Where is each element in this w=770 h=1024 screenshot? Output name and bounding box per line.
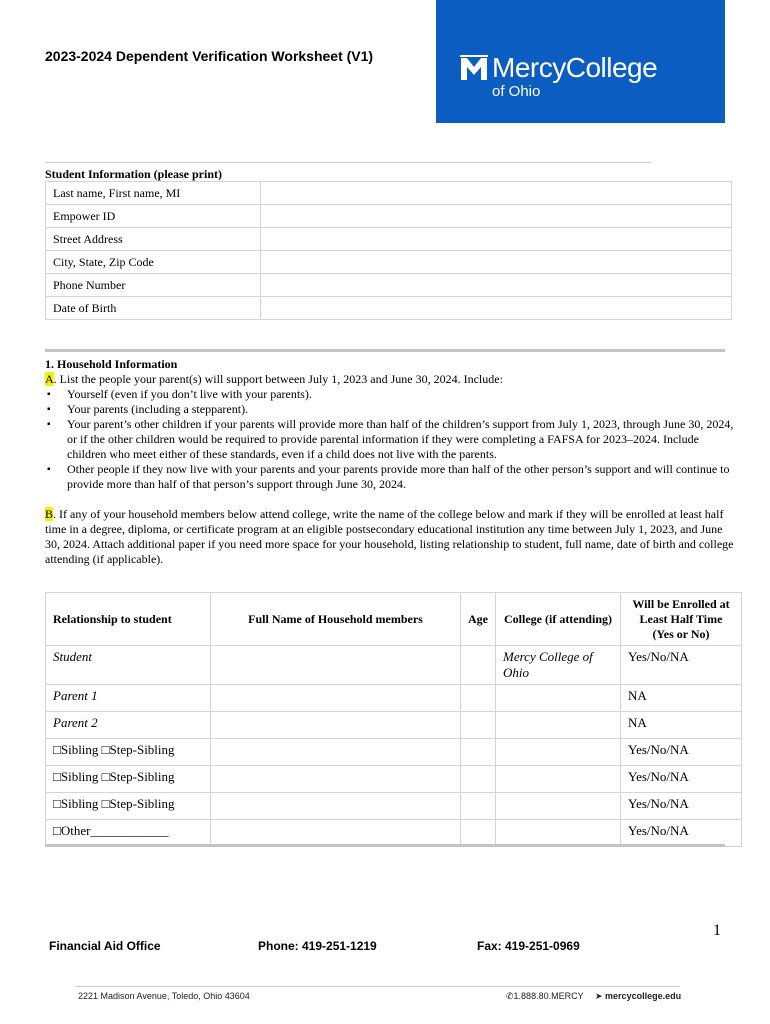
- enrolled-cell[interactable]: Yes/No/NA: [621, 739, 742, 766]
- cursor-icon: ➤: [595, 991, 606, 1001]
- city-state-zip-field[interactable]: [261, 251, 732, 274]
- include-list: [45, 387, 735, 492]
- footer-fax: Fax: 419-251-0969: [477, 939, 580, 953]
- part-a-text: . List the people your parent(s) will support between July 1, 2023 and June 30, 2024. Include:: [53, 372, 503, 386]
- enrolled-cell[interactable]: NA: [621, 685, 742, 712]
- section-divider: [45, 844, 725, 847]
- logo-m-icon: [460, 55, 488, 81]
- full-name-cell[interactable]: [211, 712, 461, 739]
- list-item: ▪ Other people if they now live with your parents and your parents provide more than half of the other person’s support and will continue to provide more than half of that person’s support through June 30, 2024.: [45, 462, 735, 492]
- table-row: [46, 251, 732, 274]
- college-cell[interactable]: [496, 766, 621, 793]
- table-row: [46, 297, 732, 320]
- college-cell[interactable]: [496, 685, 621, 712]
- part-b-marker: B: [45, 507, 54, 521]
- footer-website[interactable]: ➤ mercycollege.edu: [595, 991, 682, 1001]
- page-number: 1: [713, 922, 721, 939]
- phone-number-field[interactable]: [261, 274, 732, 297]
- document-title: 2023-2024 Dependent Verification Worksheet (V1): [45, 48, 374, 64]
- column-header: Full Name of Household members: [211, 593, 461, 646]
- table-row: [46, 274, 732, 297]
- household-heading: 1. Household Information: [45, 357, 178, 371]
- footer-office: Financial Aid Office: [49, 939, 161, 953]
- column-header: Age: [461, 593, 496, 646]
- section-divider: [45, 349, 725, 352]
- enrolled-cell[interactable]: Yes/No/NA: [621, 793, 742, 820]
- list-item: ▪ Yourself (even if you don’t live with your parents).: [45, 387, 735, 402]
- column-header: College (if attending): [496, 593, 621, 646]
- enrolled-cell[interactable]: Yes/No/NA: [621, 646, 742, 685]
- age-cell[interactable]: [461, 820, 496, 847]
- relationship-cell: Parent 2: [46, 712, 211, 739]
- part-b-paragraph: [45, 507, 735, 567]
- table-row: [46, 182, 732, 205]
- student-info-heading: Student Information (please print): [45, 167, 223, 181]
- footer-divider: [75, 986, 680, 987]
- logo-subtitle: of Ohio: [492, 83, 541, 100]
- relationship-cell[interactable]: □Sibling □Step-Sibling: [46, 793, 211, 820]
- relationship-cell[interactable]: □Sibling □Step-Sibling: [46, 766, 211, 793]
- part-a-intro: [45, 372, 735, 387]
- divider: [45, 162, 652, 163]
- relationship-cell[interactable]: □Sibling □Step-Sibling: [46, 739, 211, 766]
- college-logo: [436, 0, 725, 123]
- list-item: ▪ Your parent’s other children if your parents will provide more than half of the children’s support from July 1, 2023, through June 30, 2024, or if the other children would be required to provide parental information if they were completing a FAFSA for 2023–2024. Include children who meet either of these standards, even if a child does not live with the parents.: [45, 417, 735, 462]
- street-address-field[interactable]: [261, 228, 732, 251]
- age-cell[interactable]: [461, 712, 496, 739]
- full-name-cell[interactable]: [211, 646, 461, 685]
- field-label: Phone Number: [46, 274, 261, 297]
- list-item: ▪ Your parents (including a stepparent).: [45, 402, 735, 417]
- field-label: Last name, First name, MI: [46, 182, 261, 205]
- table-header-row: [46, 593, 742, 646]
- part-b-text: . If any of your household members below attend college, write the name of the college below and mark if they will be enrolled at least half time in a degree, diploma, or certificate program at an eligible postsecondary educational institution any time between July 1, 2023, and June 30, 2024. Attach additional paper if you need more space for your household, listing relationship to student, full name, date of birth and college attending (if applicable).: [45, 507, 734, 566]
- date-of-birth-field[interactable]: [261, 297, 732, 320]
- footer-phone: Phone: 419-251-1219: [258, 939, 377, 953]
- full-name-cell[interactable]: [211, 685, 461, 712]
- relationship-cell: Parent 1: [46, 685, 211, 712]
- table-row: [46, 712, 742, 739]
- enrolled-cell[interactable]: Yes/No/NA: [621, 820, 742, 847]
- age-cell[interactable]: [461, 739, 496, 766]
- empower-id-field[interactable]: [261, 205, 732, 228]
- relationship-cell[interactable]: □Other____________: [46, 820, 211, 847]
- student-info-table: [45, 181, 732, 320]
- phone-icon: ✆: [506, 991, 514, 1001]
- age-cell[interactable]: [461, 766, 496, 793]
- college-cell[interactable]: [496, 793, 621, 820]
- age-cell[interactable]: [461, 685, 496, 712]
- household-table: [45, 592, 742, 847]
- table-row: [46, 793, 742, 820]
- full-name-cell[interactable]: [211, 820, 461, 847]
- footer-address: 2221 Madison Avenue, Toledo, Ohio 43604: [78, 991, 250, 1001]
- college-cell[interactable]: [496, 739, 621, 766]
- table-row: [46, 820, 742, 847]
- part-a-marker: A: [45, 372, 54, 386]
- table-row: [46, 646, 742, 685]
- field-label: Date of Birth: [46, 297, 261, 320]
- table-row: [46, 205, 732, 228]
- relationship-cell: Student: [46, 646, 211, 685]
- name-field[interactable]: [261, 182, 732, 205]
- column-header: Will be Enrolled at Least Half Time (Yes or No): [621, 593, 742, 646]
- age-cell[interactable]: [461, 793, 496, 820]
- college-cell[interactable]: Mercy College of Ohio: [496, 646, 621, 685]
- household-section: [45, 357, 735, 567]
- field-label: Empower ID: [46, 205, 261, 228]
- full-name-cell[interactable]: [211, 793, 461, 820]
- table-row: [46, 739, 742, 766]
- enrolled-cell[interactable]: Yes/No/NA: [621, 766, 742, 793]
- full-name-cell[interactable]: [211, 739, 461, 766]
- table-row: [46, 685, 742, 712]
- enrolled-cell[interactable]: NA: [621, 712, 742, 739]
- column-header: Relationship to student: [46, 593, 211, 646]
- footer-toll-free: ✆1.888.80.MERCY: [506, 991, 584, 1001]
- table-row: [46, 228, 732, 251]
- field-label: Street Address: [46, 228, 261, 251]
- full-name-cell[interactable]: [211, 766, 461, 793]
- college-cell[interactable]: [496, 820, 621, 847]
- field-label: City, State, Zip Code: [46, 251, 261, 274]
- age-cell[interactable]: [461, 646, 496, 685]
- college-cell[interactable]: [496, 712, 621, 739]
- logo-name: MercyCollege: [492, 52, 658, 83]
- table-row: [46, 766, 742, 793]
